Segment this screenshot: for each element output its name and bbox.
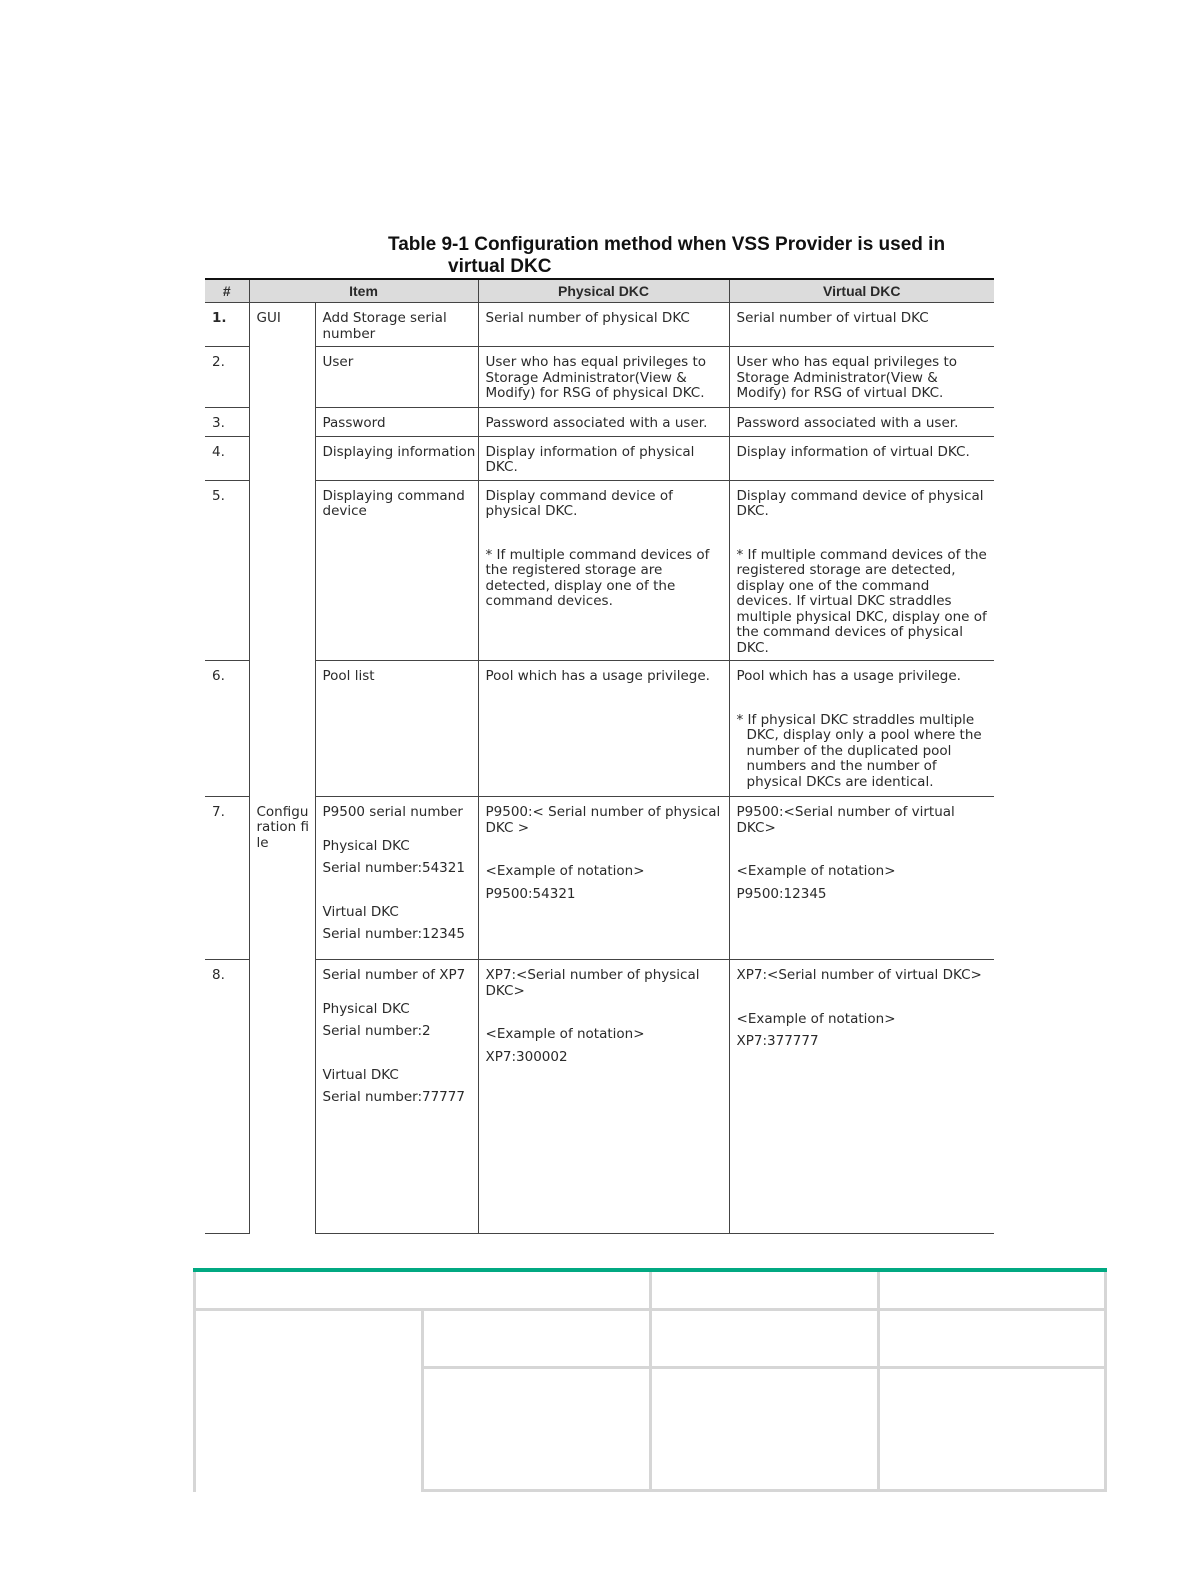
row-number: 7. — [205, 797, 249, 960]
physical-cell: Pool which has a usage privilege. — [478, 661, 729, 797]
grid-line — [421, 1366, 1107, 1369]
grid-line — [649, 1272, 652, 1492]
table-caption — [388, 234, 988, 278]
item-cell: User — [315, 347, 478, 408]
table-row — [205, 408, 994, 437]
table-header-row — [205, 279, 994, 303]
physical-cell: Display information of physical DKC. — [478, 436, 729, 480]
virtual-cell: P9500:<Serial number of virtual DKC> <Example of notation> P9500:12345 — [729, 797, 994, 960]
virtual-cell: Display information of virtual DKC. — [729, 436, 994, 480]
row-number: 4. — [205, 436, 249, 480]
item-cell: P9500 serial number Physical DKC Serial number:54321 Virtual DKC Serial number:12345 — [315, 797, 478, 960]
table-row — [205, 303, 994, 347]
header-physical: Physical DKC — [478, 279, 729, 303]
grid-line — [877, 1272, 880, 1492]
virtual-cell: Serial number of virtual DKC — [729, 303, 994, 347]
grid-line — [421, 1489, 1107, 1492]
physical-cell: P9500:< Serial number of physical DKC > <Example of notation> P9500:54321 — [478, 797, 729, 960]
virtual-cell: Password associated with a user. — [729, 408, 994, 437]
empty-table-frame — [193, 1268, 1107, 1492]
row-number: 6. — [205, 661, 249, 797]
virtual-note: * If multiple command devices of the registered storage are detected, display one of the command devices. If virtual DKC straddles multiple physical DKC, display one of the command devices of physical DKC. — [736, 546, 987, 656]
caption-line-2: virtual DKC — [448, 256, 552, 277]
row-number: 5. — [205, 480, 249, 661]
physical-text: Display command device of physical DKC. — [485, 487, 673, 519]
physical-note: * If multiple command devices of the registered storage are detected, display one of the command devices. — [485, 546, 710, 609]
table-row — [205, 797, 994, 960]
item-cell: Password — [315, 408, 478, 437]
grid-line — [193, 1272, 196, 1492]
table-row — [205, 960, 994, 1234]
virtual-cell — [729, 661, 994, 797]
virtual-note-cont: DKC, display only a pool where the number of the duplicated pool numbers and the number of physical DKCs are identical. — [746, 727, 982, 790]
row-number: 8. — [205, 960, 249, 1234]
virtual-note: * If physical DKC straddles multiple — [736, 711, 975, 728]
grid-line — [421, 1311, 424, 1492]
physical-cell — [478, 480, 729, 661]
item-cell: Pool list — [315, 661, 478, 797]
virtual-cell: User who has equal privileges to Storage Administrator(View & Modify) for RSG of virtual DKC. — [729, 347, 994, 408]
physical-cell: User who has equal privileges to Storage Administrator(View & Modify) for RSG of physical DKC. — [478, 347, 729, 408]
caption-line-1: Table 9-1 Configuration method when VSS Provider is used in — [388, 234, 946, 255]
row-number: 2. — [205, 347, 249, 408]
virtual-text: Display command device of physical DKC. — [736, 487, 984, 519]
grid-line — [1104, 1272, 1107, 1492]
item-cell: Displaying information — [315, 436, 478, 480]
physical-cell: XP7:<Serial number of physical DKC> <Example of notation> XP7:300002 — [478, 960, 729, 1234]
physical-cell: Password associated with a user. — [478, 408, 729, 437]
configuration-table — [205, 278, 994, 1234]
virtual-text: Pool which has a usage privilege. — [736, 668, 961, 684]
table-row — [205, 480, 994, 661]
virtual-cell: XP7:<Serial number of virtual DKC> <Example of notation> XP7:377777 — [729, 960, 994, 1234]
table-row — [205, 661, 994, 797]
header-item: Item — [249, 279, 478, 303]
group-gui: GUI — [249, 303, 315, 797]
table-row — [205, 436, 994, 480]
virtual-cell — [729, 480, 994, 661]
group-config-file: Configu ration file — [249, 797, 315, 1234]
row-number: 1. — [205, 303, 249, 347]
header-num: # — [205, 279, 249, 303]
item-cell: Displaying command device — [315, 480, 478, 661]
header-virtual: Virtual DKC — [729, 279, 994, 303]
row-number: 3. — [205, 408, 249, 437]
physical-cell: Serial number of physical DKC — [478, 303, 729, 347]
item-cell: Add Storage serial number — [315, 303, 478, 347]
table-row — [205, 347, 994, 408]
item-cell: Serial number of XP7 Physical DKC Serial number:2 Virtual DKC Serial number:77777 — [315, 960, 478, 1234]
